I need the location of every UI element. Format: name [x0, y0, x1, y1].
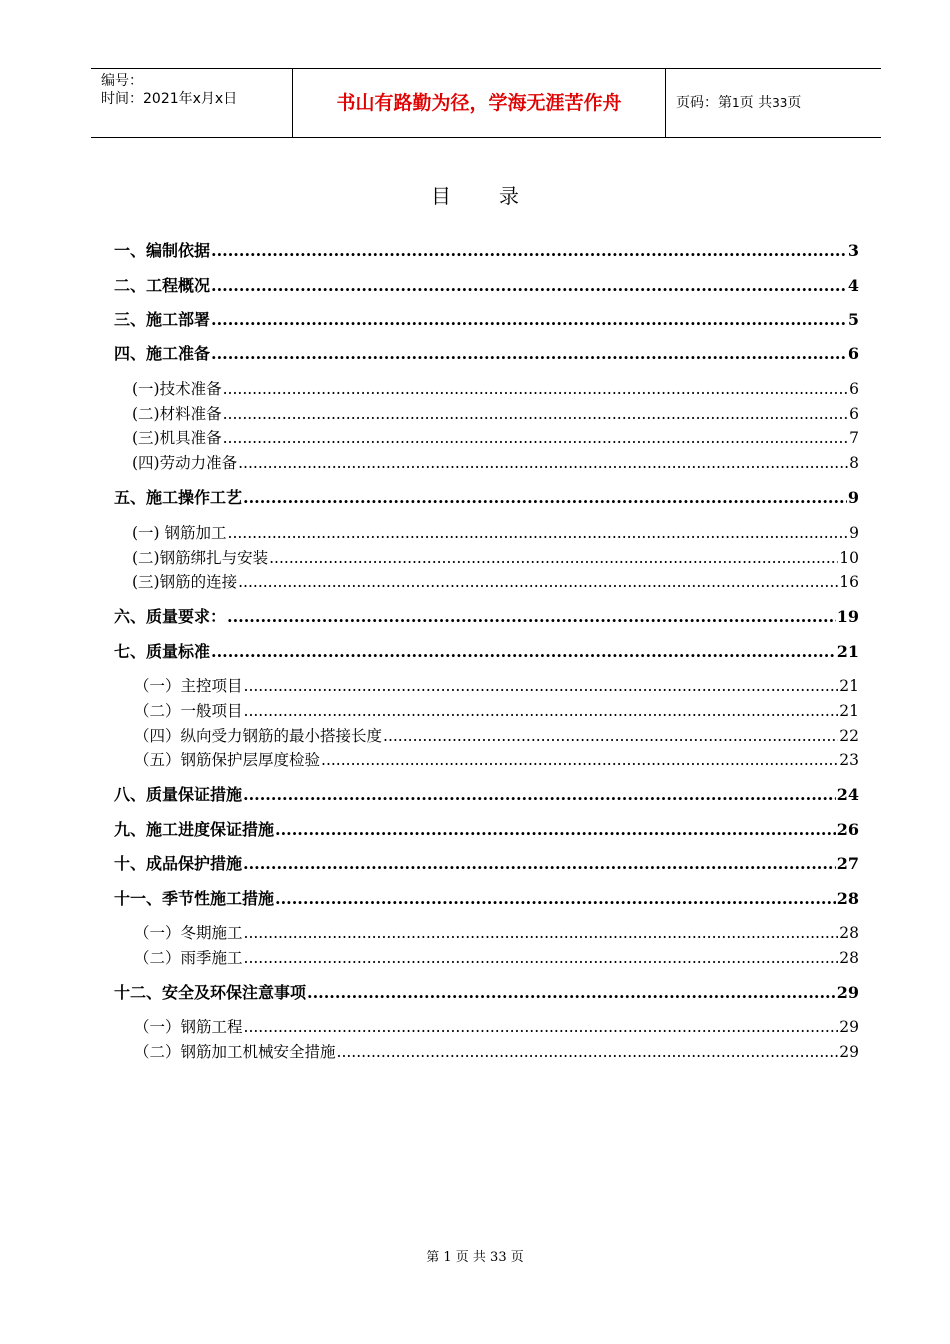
toc-subentry[interactable]: [134, 675, 859, 697]
toc-subentry-page: 29: [839, 1018, 859, 1036]
toc-subentry-label: （五）钢筋保护层厚度检验: [134, 751, 321, 769]
toc-entry-label: 一、编制依据: [114, 241, 211, 260]
toc-entry-page: 27: [836, 854, 859, 873]
toc-leader: [211, 343, 847, 365]
toc-leader: [243, 784, 836, 806]
toc-subentry[interactable]: [132, 452, 859, 474]
toc-subentry-label: (二)材料准备: [132, 405, 222, 423]
toc-subentry-label: (三)钢筋的连接: [132, 573, 238, 591]
toc-subentry-page: 6: [849, 380, 859, 398]
toc-subentry-label: (一) 钢筋加工: [132, 524, 227, 542]
toc-entry-label: 十二、安全及环保注意事项: [114, 983, 307, 1002]
toc-leader: [269, 547, 838, 569]
toc-subentry-page: 9: [849, 524, 859, 542]
toc-leader: [307, 982, 836, 1004]
toc-leader: [244, 700, 839, 722]
toc-entry-label: 三、施工部署: [114, 310, 211, 329]
toc-subentry-page: 16: [839, 573, 859, 591]
toc-leader: [321, 749, 838, 771]
toc-entry-page: 4: [847, 276, 859, 295]
toc-subentry[interactable]: [132, 571, 859, 593]
header-info-cell: [91, 69, 293, 137]
toc-leader: [223, 403, 849, 425]
toc-leader: [275, 819, 836, 841]
toc-subentry-page: 7: [849, 429, 859, 447]
toc-entry[interactable]: [114, 487, 859, 509]
toc-entry[interactable]: [114, 309, 859, 331]
toc-leader: [211, 275, 847, 297]
toc-leader: [228, 522, 849, 544]
toc-subentry[interactable]: [132, 427, 859, 449]
toc-leader: [244, 675, 839, 697]
toc-subentry-page: 21: [839, 702, 859, 720]
header-motto: 书山有路勤为径，学海无涯苦作舟: [336, 92, 622, 114]
toc-leader: [275, 888, 836, 910]
toc-subentry-label: （二）钢筋加工机械安全措施: [134, 1043, 336, 1061]
toc-entry-label: 十一、季节性施工措施: [114, 889, 275, 908]
page-prefix: 页码：第: [676, 95, 732, 111]
toc-entry-label: 十、成品保护措施: [114, 854, 243, 873]
toc-subentry[interactable]: [134, 749, 859, 771]
toc-subentry-label: (三)机具准备: [132, 429, 222, 447]
toc-entry[interactable]: [114, 853, 859, 875]
toc-title-char-1: 目: [431, 184, 451, 208]
toc-subentry-label: （四）纵向受力钢筋的最小搭接长度: [134, 727, 383, 745]
toc-subentry-label: (四)劳动力准备: [132, 454, 238, 472]
toc-subentry-page: 23: [839, 751, 859, 769]
toc-leader: [337, 1041, 839, 1063]
toc-subentry-label: (一)技术准备: [132, 380, 222, 398]
document-code-label: 编号：: [101, 73, 143, 89]
toc-entry-label: 二、工程概况: [114, 276, 211, 295]
toc-leader: [227, 606, 836, 628]
toc-entry-label: 五、施工操作工艺: [114, 488, 243, 507]
toc-entry-page: 5: [847, 310, 859, 329]
toc-leader: [244, 922, 839, 944]
toc-entry-label: 八、质量保证措施: [114, 785, 243, 804]
header-page-code: [676, 93, 801, 113]
toc-leader: [238, 452, 848, 474]
toc-entry[interactable]: [114, 982, 859, 1004]
toc-entry[interactable]: [114, 275, 859, 297]
toc-entry[interactable]: [114, 784, 859, 806]
toc-subentry-page: 22: [839, 727, 859, 745]
toc-entry-page: 19: [836, 607, 859, 626]
toc-entry-label: 六、质量要求：: [114, 607, 227, 626]
toc-leader: [244, 947, 839, 969]
document-time-label: 时间：2021年x月x日: [101, 91, 238, 107]
toc-subentry[interactable]: [132, 522, 859, 544]
toc-leader: [223, 378, 849, 400]
toc-title: [0, 180, 950, 209]
toc-subentry[interactable]: [134, 922, 859, 944]
toc-subentry-label: （二）雨季施工: [134, 949, 243, 967]
toc-subentry-page: 28: [839, 924, 859, 942]
toc-subentry[interactable]: [134, 700, 859, 722]
toc-subentry-page: 6: [849, 405, 859, 423]
page-header: [91, 68, 881, 138]
toc-entry-page: 28: [836, 889, 859, 908]
toc-subentry-label: （二）一般项目: [134, 702, 243, 720]
toc-subentry-page: 10: [839, 549, 859, 567]
toc-leader: [211, 641, 836, 663]
page-total: 33: [772, 96, 788, 110]
toc-subentry[interactable]: [134, 947, 859, 969]
toc-subentry[interactable]: [132, 378, 859, 400]
toc-leader: [211, 240, 847, 262]
page-number: 1: [732, 96, 740, 110]
toc-entry-page: 21: [836, 642, 859, 661]
toc-leader: [223, 427, 849, 449]
toc-entry-label: 九、施工进度保证措施: [114, 820, 275, 839]
toc-entry-page: 29: [836, 983, 859, 1002]
toc-subentry[interactable]: [132, 403, 859, 425]
toc-entry[interactable]: [114, 888, 859, 910]
toc-subentry-page: 21: [839, 677, 859, 695]
toc-entry-label: 七、质量标准: [114, 642, 211, 661]
toc-entry[interactable]: [114, 819, 859, 841]
toc-subentry[interactable]: [134, 725, 859, 747]
toc-subentry-page: 8: [849, 454, 859, 472]
toc-leader: [243, 853, 836, 875]
toc-title-char-2: 录: [499, 184, 519, 208]
toc-leader: [244, 1016, 839, 1038]
toc-entry-page: 26: [836, 820, 859, 839]
header-motto-cell: [293, 69, 666, 137]
toc-subentry-page: 28: [839, 949, 859, 967]
toc-subentry-label: (二)钢筋绑扎与安装: [132, 549, 269, 567]
toc-entry[interactable]: [114, 343, 859, 365]
toc-subentry[interactable]: [134, 1041, 859, 1063]
toc-subentry-label: （一）钢筋工程: [134, 1018, 243, 1036]
toc-entry-page: 24: [836, 785, 859, 804]
toc-subentry[interactable]: [132, 547, 859, 569]
page-suffix: 页: [787, 95, 802, 111]
toc-entry[interactable]: [114, 240, 859, 262]
toc-entry-page: 6: [847, 344, 859, 363]
toc-subentry-label: （一）冬期施工: [134, 924, 243, 942]
header-page-cell: [666, 69, 881, 137]
toc-entry-page: 9: [847, 488, 859, 507]
page-mid: 页 共: [739, 95, 773, 111]
toc-leader: [243, 487, 847, 509]
toc-leader: [238, 571, 838, 593]
toc-entry[interactable]: [114, 606, 859, 628]
toc-entry-label: 四、施工准备: [114, 344, 211, 363]
toc-subentry-page: 29: [839, 1043, 859, 1061]
toc-entry[interactable]: [114, 641, 859, 663]
toc-leader: [383, 725, 838, 747]
toc-entry-page: 3: [847, 241, 859, 260]
toc-subentry[interactable]: [134, 1016, 859, 1038]
page-footer: 第 1 页 共 33 页: [426, 1250, 524, 1265]
toc-leader: [211, 309, 847, 331]
toc-subentry-label: （一）主控项目: [134, 677, 243, 695]
